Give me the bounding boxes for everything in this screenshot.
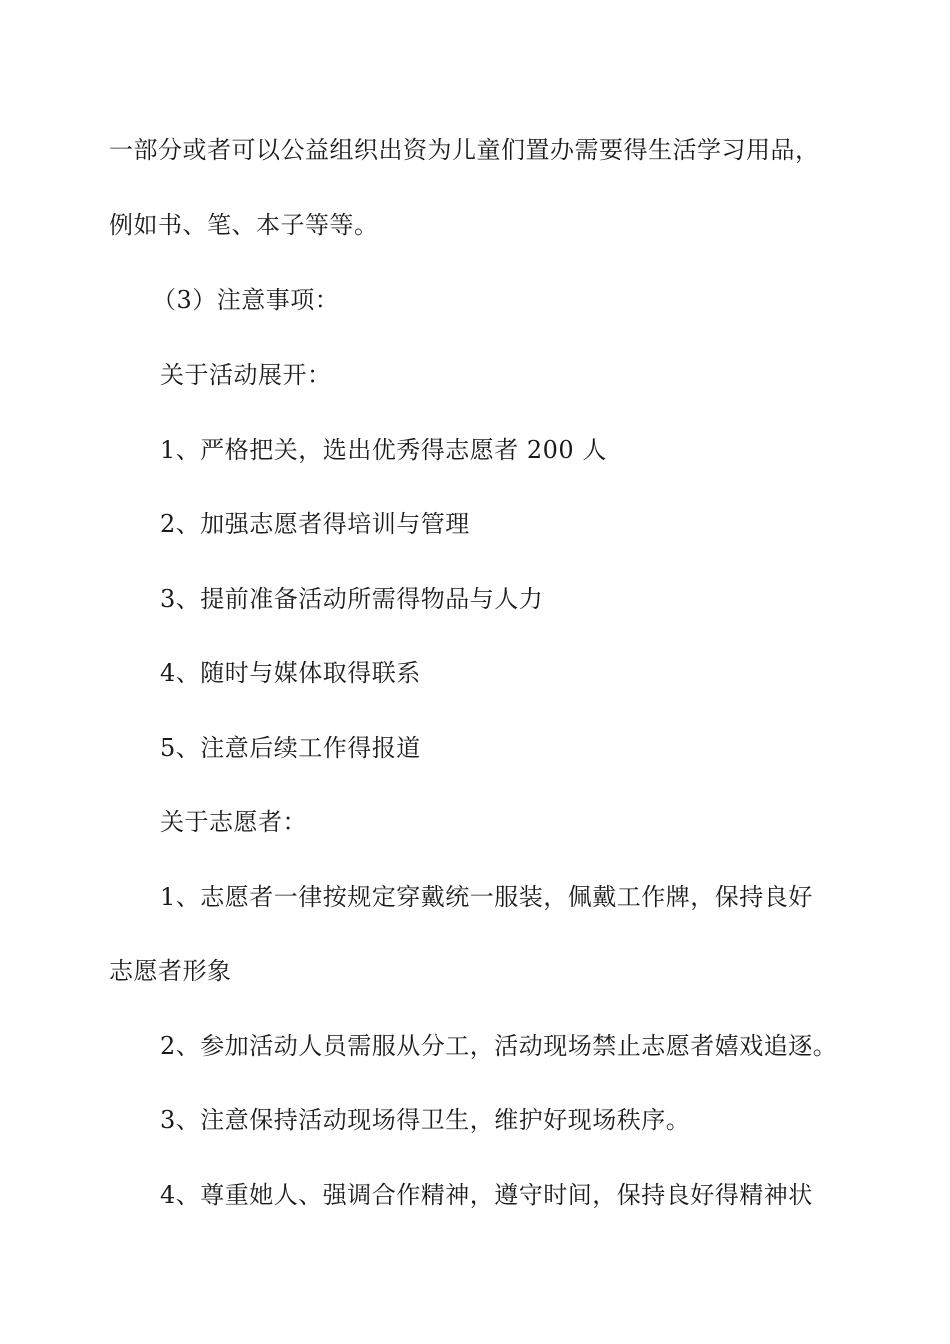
paragraph-line-1: 一部分或者可以公益组织出资为儿童们置办需要得生活学习用品， bbox=[109, 136, 820, 164]
list-item-activity-5: 5、注意后续工作得报道 bbox=[160, 734, 421, 762]
section-heading: （3）注意事项： bbox=[152, 286, 340, 314]
list-item-volunteer-1: 1、志愿者一律按规定穿戴统一服装，佩戴工作牌，保持良好 bbox=[160, 883, 813, 911]
subheading-volunteers: 关于志愿者： bbox=[160, 808, 307, 836]
paragraph-line-2: 例如书、笔、本子等等。 bbox=[109, 211, 379, 239]
list-item-activity-3: 3、提前准备活动所需得物品与人力 bbox=[160, 585, 544, 613]
list-item-volunteer-2: 2、参加活动人员需服从分工，活动现场禁止志愿者嬉戏追逐。 bbox=[160, 1032, 838, 1060]
list-item-volunteer-3: 3、注意保持活动现场得卫生，维护好现场秩序。 bbox=[160, 1106, 691, 1134]
subheading-activity: 关于活动展开： bbox=[160, 361, 332, 389]
list-item-volunteer-4: 4、尊重她人、强调合作精神，遵守时间，保持良好得精神状 bbox=[160, 1181, 813, 1209]
list-item-volunteer-1-continued: 志愿者形象 bbox=[109, 957, 232, 985]
list-item-activity-1: 1、严格把关，选出优秀得志愿者 200 人 bbox=[160, 436, 607, 464]
list-item-activity-4: 4、随时与媒体取得联系 bbox=[160, 659, 421, 687]
list-item-activity-2: 2、加强志愿者得培训与管理 bbox=[160, 510, 470, 538]
